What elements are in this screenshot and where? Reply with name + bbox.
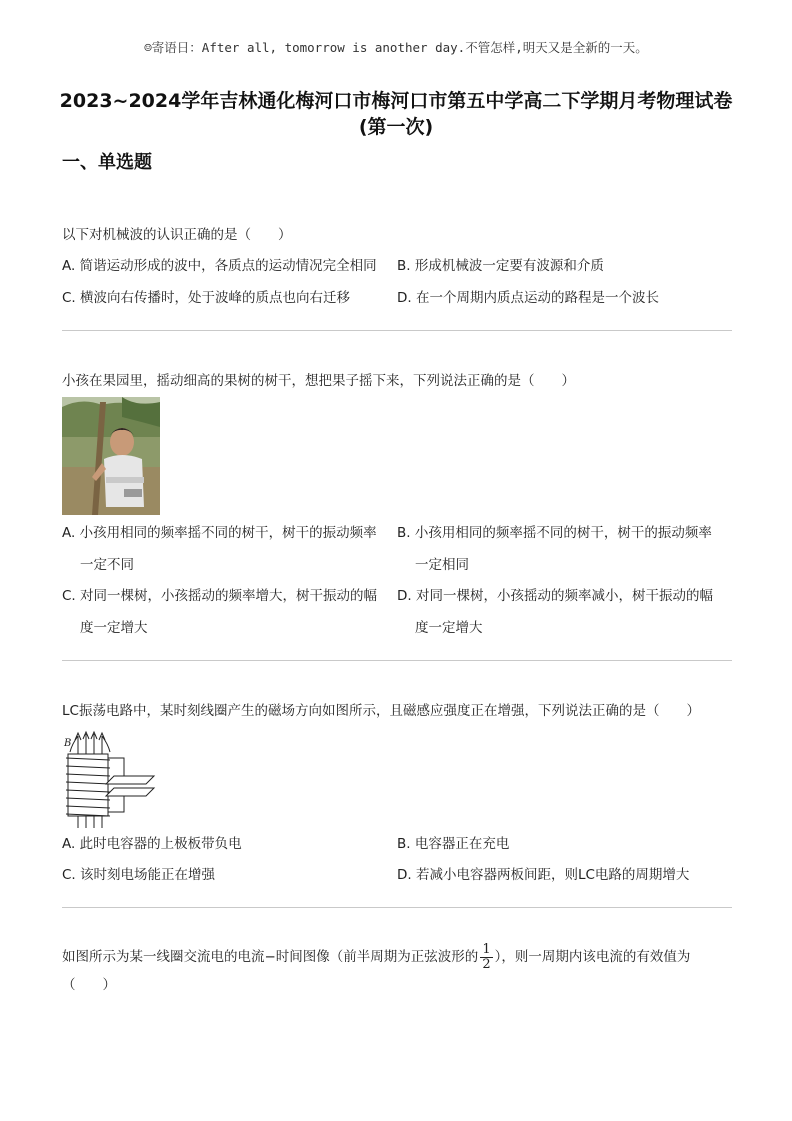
exam-title-line2: (第一次) [358, 116, 434, 138]
q3-stem: LC振荡电路中，某时刻线圈产生的磁场方向如图所示，且磁感应强度正在增强，下列说法正确的是（ ） [62, 703, 700, 719]
q2-option-c-line1: C. 对同一棵树，小孩摇动的频率增大，树干振动的幅 [62, 588, 378, 604]
exam-title-line1: 2023~2024学年吉林通化梅河口市梅河口市第五中学高二下学期月考物理试卷 [59, 90, 733, 112]
divider [62, 330, 732, 331]
q1-option-d[interactable]: D. 在一个周期内质点运动的路程是一个波长 [397, 290, 659, 306]
q4-answer-blank: （ ） [62, 977, 116, 993]
boy-shaking-tree-photo [62, 397, 160, 515]
q2-option-d-line1: D. 对同一棵树，小孩摇动的频率减小，树干振动的幅 [397, 588, 713, 604]
q2-option-b-line2: 一定相同 [415, 557, 469, 573]
q2-option-a-line1: A. 小孩用相同的频率摇不同的树干，树干的振动频率 [62, 525, 377, 541]
q4-stem-text-after: ），则一周期内该电流的有效值为 [494, 949, 691, 965]
section-title: 一、单选题 [62, 152, 152, 173]
fraction-one-half [480, 943, 492, 972]
q2-option-d-line2: 度一定增大 [415, 620, 483, 636]
q3-option-a[interactable]: A. 此时电容器的上极板带负电 [62, 836, 242, 852]
q3-option-b[interactable]: B. 电容器正在充电 [397, 836, 510, 852]
q2-option-c[interactable] [62, 580, 388, 644]
lc-circuit-figure [62, 730, 162, 830]
divider [62, 907, 732, 908]
q4-stem-text: 如图所示为某一线圈交流电的电流−时间图像（前半周期为正弦波形的 [62, 949, 479, 965]
q3-option-c[interactable]: C. 该时刻电场能正在增强 [62, 867, 216, 883]
fraction-denominator: 2 [482, 956, 491, 972]
q1-option-a[interactable]: A. 简谐运动形成的波中，各质点的运动情况完全相同 [62, 258, 377, 274]
q2-option-c-line2: 度一定增大 [80, 620, 148, 636]
magnetic-field-label: B [64, 738, 72, 749]
q1-option-b[interactable]: B. 形成机械波一定要有波源和介质 [397, 258, 604, 274]
q3-option-d[interactable]: D. 若减小电容器两板间距，则LC电路的周期增大 [397, 867, 690, 883]
q1-option-c[interactable]: C. 横波向右传播时，处于波峰的质点也向右迁移 [62, 290, 351, 306]
q2-option-a[interactable] [62, 517, 388, 581]
divider [62, 660, 732, 661]
exam-title [30, 88, 762, 140]
q2-option-b-line1: B. 小孩用相同的频率摇不同的树干，树干的振动频率 [397, 525, 712, 541]
q4-stem [62, 942, 732, 996]
motto-line: ☺寄语日：After all, tomorrow is another day.不管怎样,明天又是全新的一天。 [144, 40, 648, 55]
q2-option-d[interactable] [397, 580, 723, 644]
q1-stem: 以下对机械波的认识正确的是（ ） [62, 227, 292, 243]
fraction-numerator: 1 [482, 941, 491, 957]
q2-option-a-line2: 一定不同 [80, 557, 134, 573]
q2-option-b[interactable] [397, 517, 723, 581]
q2-stem: 小孩在果园里，摇动细高的果树的树干，想把果子摇下来，下列说法正确的是（ ） [62, 373, 575, 389]
